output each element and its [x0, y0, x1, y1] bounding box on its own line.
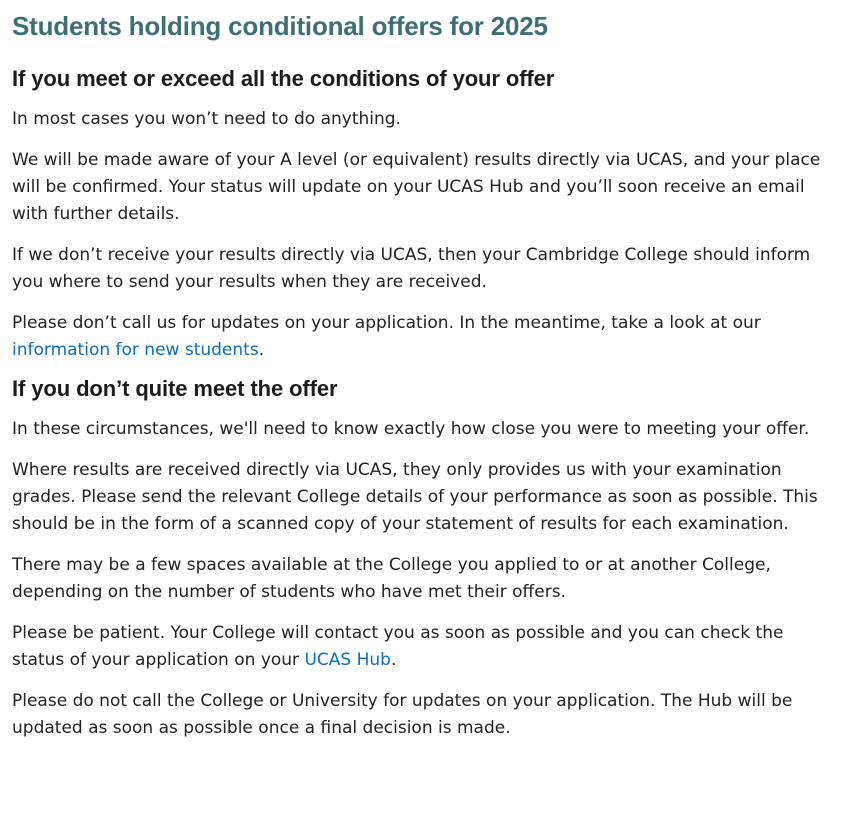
page-title: Students holding conditional offers for 2025 — [12, 11, 548, 41]
paragraph-text: Please be patient. Your College will contact you as soon as possible and you can check the status of your application on your — [12, 623, 784, 670]
paragraph-text: . — [390, 650, 397, 670]
ucas-hub-link[interactable]: UCAS Hub — [304, 650, 391, 670]
paragraph — [12, 620, 838, 674]
paragraph-text: Please don’t call us for updates on your application. In the meantime, take a look at our — [12, 313, 761, 333]
section-heading-not-meet-offer: If you don’t quite meet the offer — [12, 376, 338, 401]
paragraph: Where results are received directly via UCAS, they only provides us with your examination grades. Please send the relevant College details of your performance as soon as possible. This should be in the form of a scanned copy of your statement of results for each examination. — [12, 460, 818, 534]
paragraph: Please do not call the College or University for updates on your application. The Hub will be updated as soon as possible once a final decision is made. — [12, 691, 793, 738]
paragraph: We will be made aware of your A level (or equivalent) results directly via UCAS, and your place will be confirmed. Your status will update on your UCAS Hub and you’ll soon receive an email with further details. — [12, 150, 821, 224]
paragraph-text: . — [258, 340, 265, 360]
section-heading-meet-conditions: If you meet or exceed all the conditions of your offer — [12, 66, 555, 91]
paragraph: If we don’t receive your results directly via UCAS, then your Cambridge College should inform you where to send your results when they are received. — [12, 245, 811, 292]
new-students-info-link[interactable]: information for new students — [12, 340, 259, 360]
paragraph: In most cases you won’t need to do anything. — [12, 109, 401, 129]
paragraph — [12, 310, 838, 364]
paragraph: There may be a few spaces available at the College you applied to or at another College, depending on the number of students who have met their offers. — [12, 555, 771, 602]
paragraph: In these circumstances, we'll need to know exactly how close you were to meeting your offer. — [12, 419, 810, 439]
